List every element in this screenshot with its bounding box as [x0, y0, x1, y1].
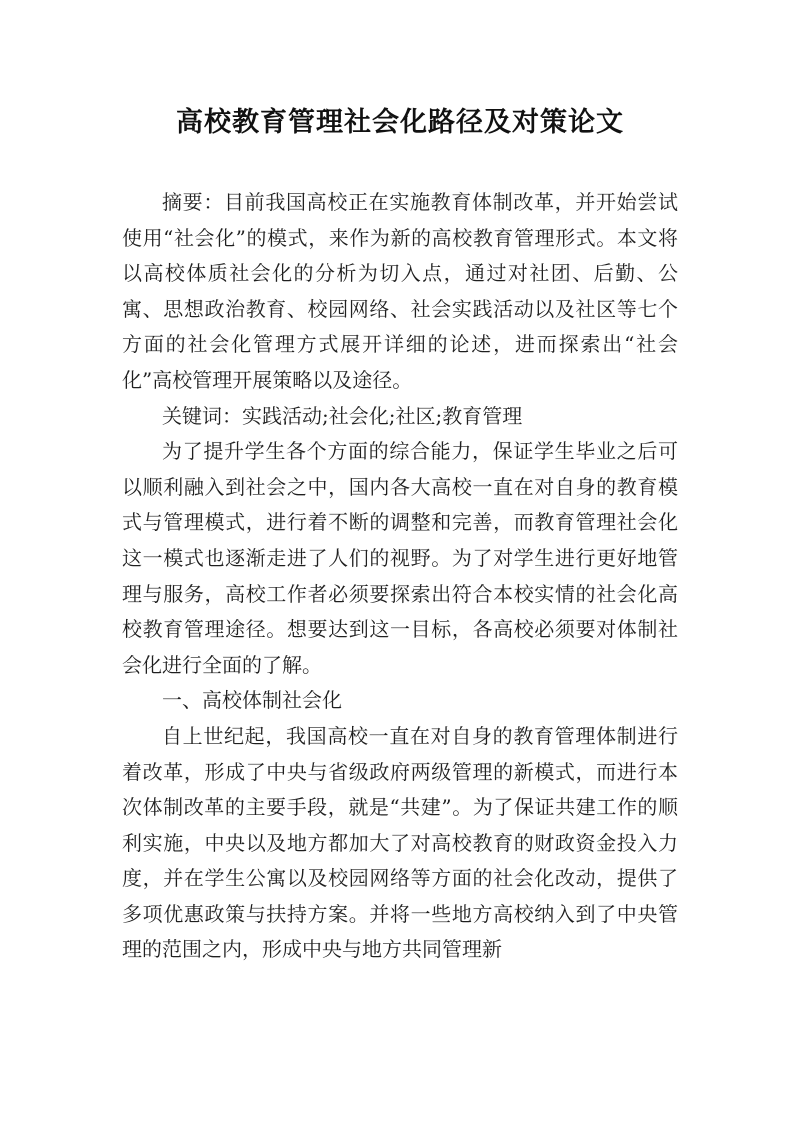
section-heading: 一、高校体制社会化	[162, 688, 342, 713]
keywords-paragraph: 关键词：实践活动;社会化;社区;教育管理	[162, 403, 523, 428]
section-paragraph: 自上世纪起，我国高校一直在对自身的教育管理体制进行着改革，形成了中央与省级政府两级管理的新模式，而进行本次体制改革的主要手段，就是“共建”。为了保证共建工作的顺利实施，中央以及地方都加大了对高校教育的财政资金投入力度，并在学生公寓以及校园网络等方面的社会化改动，提供了多项优惠政策与扶持方案。并将一些地方高校纳入到了中央管理的范围之内，形成中央与地方共同管理新	[122, 723, 678, 962]
abstract-paragraph: 摘要：目前我国高校正在实施教育体制改革，并开始尝试使用“社会化”的模式，来作为新的高校教育管理形式。本文将以高校体质社会化的分析为切入点，通过对社团、后勤、公寓、思想政治教育、校园网络、社会实践活动以及社区等七个方面的社会化管理方式展开详细的论述，进而探索出“社会化”高校管理开展策略以及途径。	[122, 190, 678, 392]
document-title: 高校教育管理社会化路径及对策论文	[176, 107, 624, 138]
intro-paragraph: 为了提升学生各个方面的综合能力，保证学生毕业之后可以顺利融入到社会之中，国内各大高校一直在对自身的教育模式与管理模式，进行着不断的调整和完善，而教育管理社会化这一模式也逐渐走进了人们的视野。为了对学生进行更好地管理与服务，高校工作者必须要探索出符合本校实情的社会化高校教育管理途径。想要达到这一目标，各高校必须要对体制社会化进行全面的了解。	[122, 439, 678, 677]
document-body	[122, 185, 678, 968]
